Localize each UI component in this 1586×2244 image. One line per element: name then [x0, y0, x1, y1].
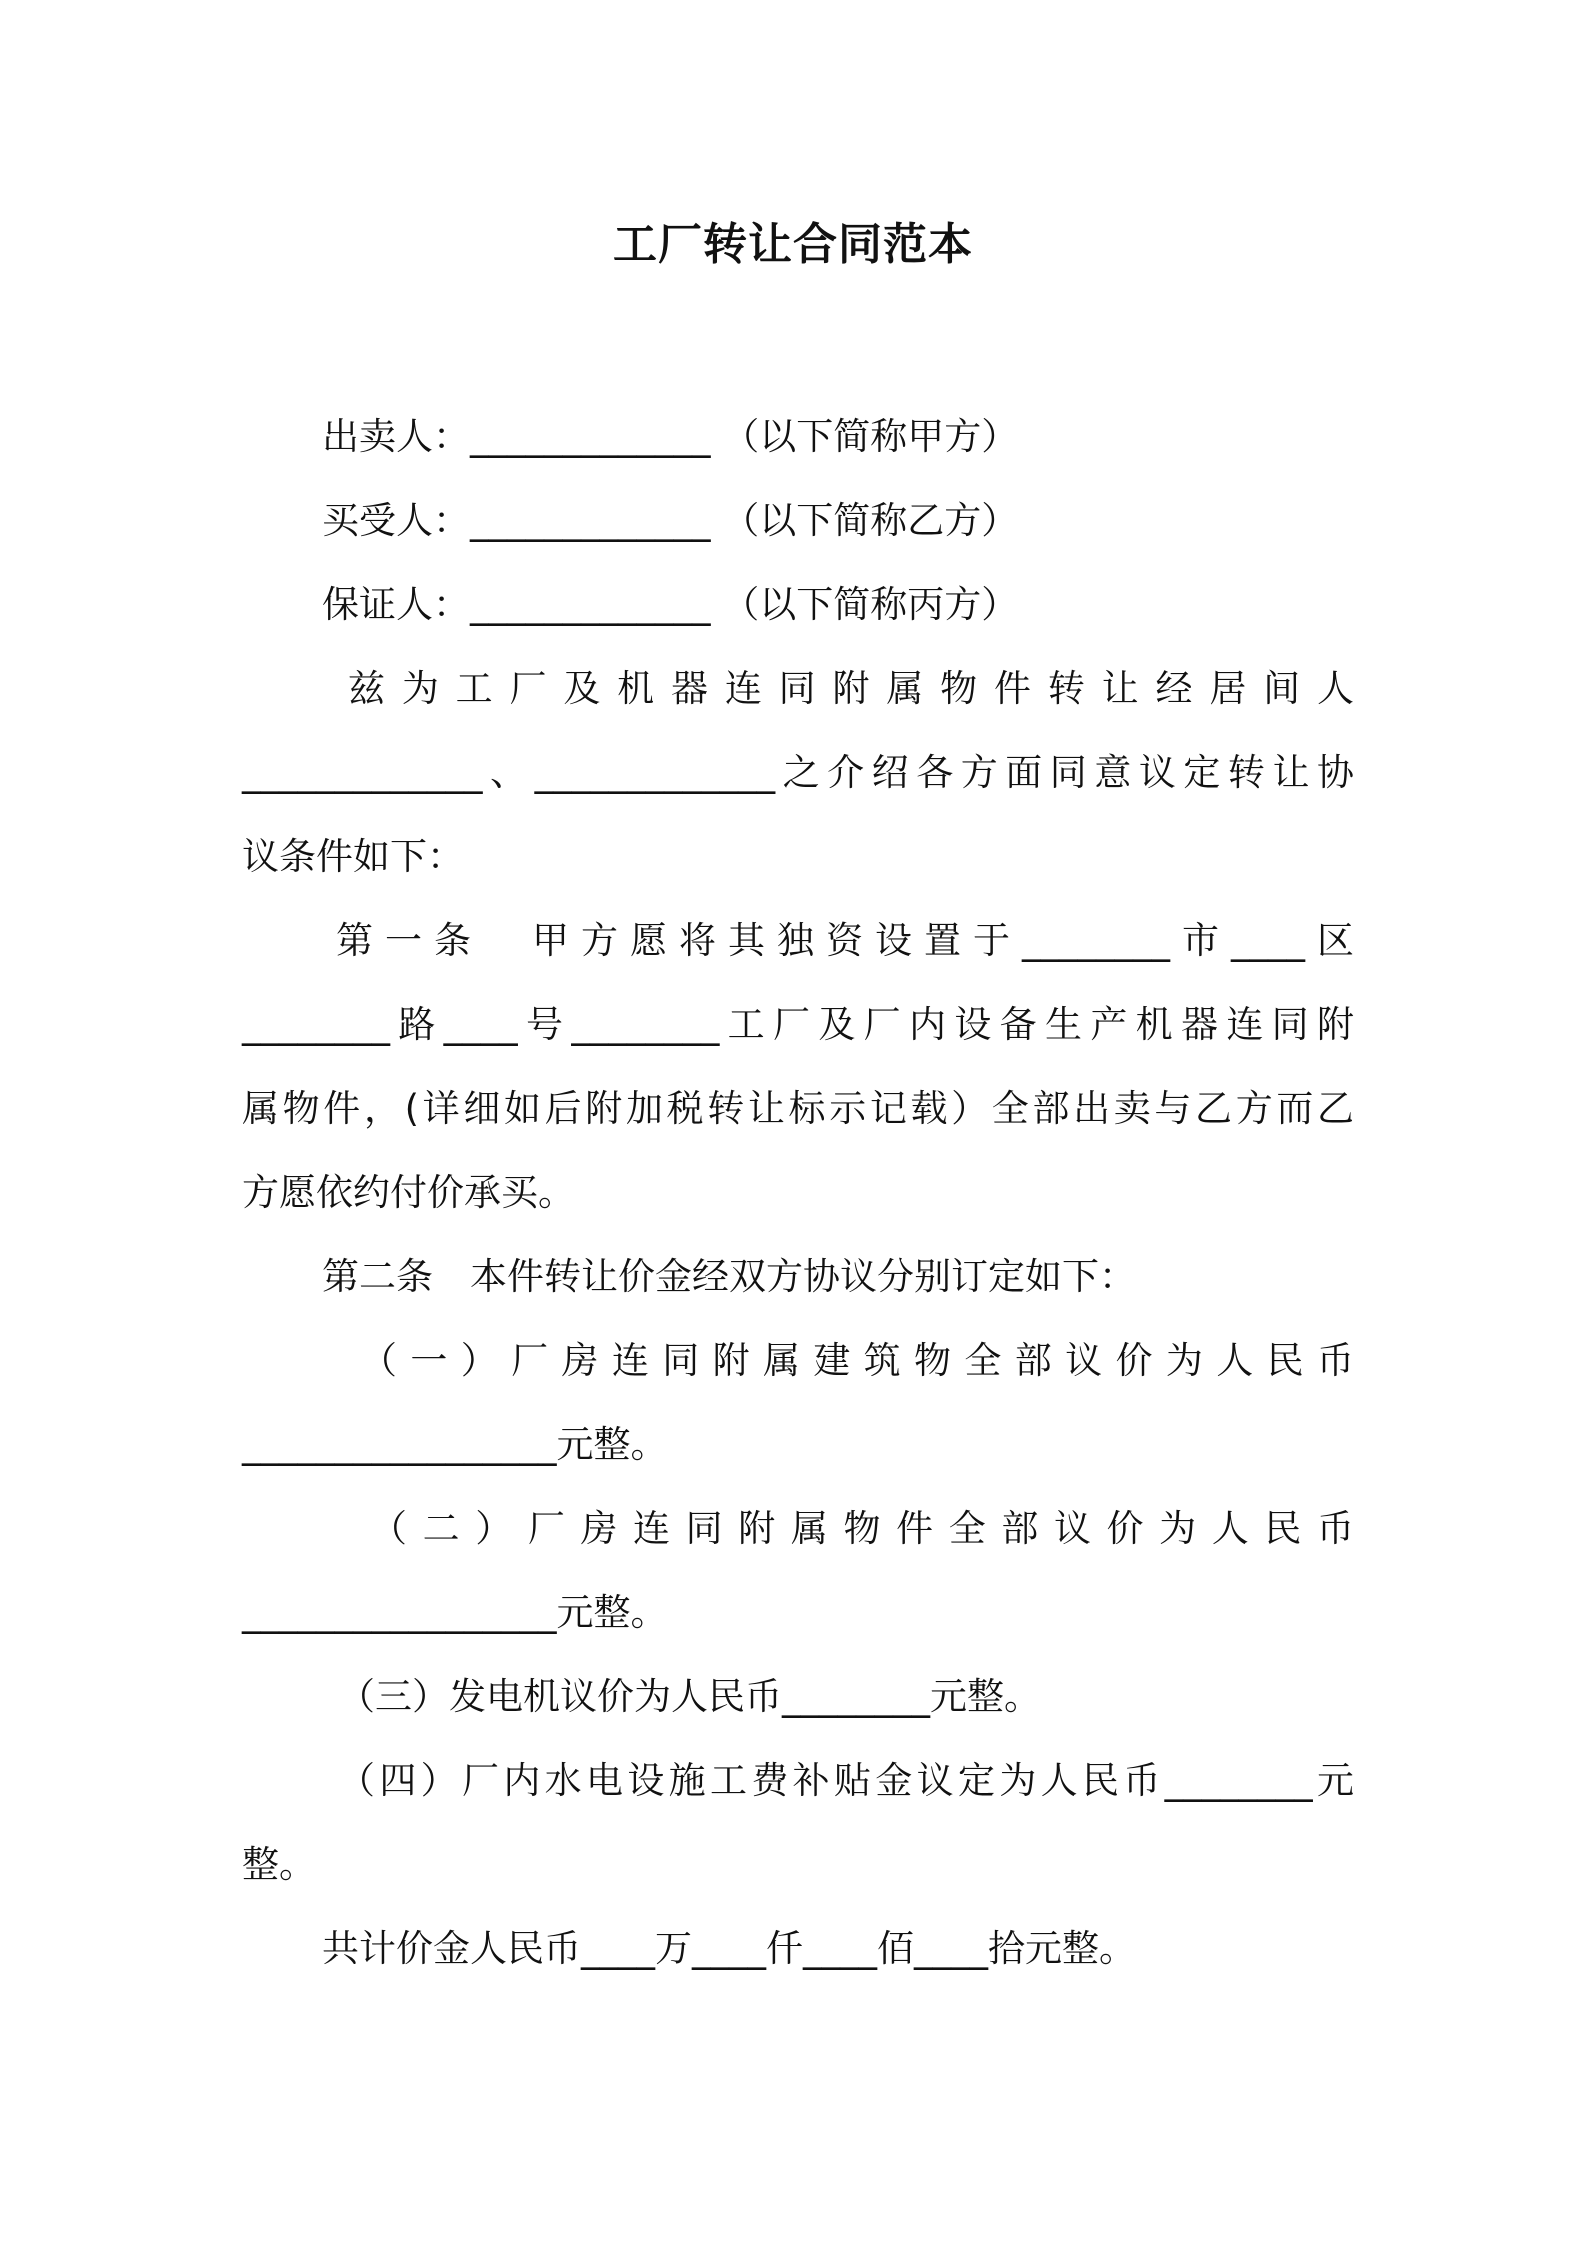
seller-line: 出卖人：_____________ （以下简称甲方）: [322, 415, 1019, 458]
guarantor-line: 保证人：_____________ （以下简称丙方）: [322, 583, 1019, 626]
article1-line-4: 方愿依约付价承买。: [242, 1171, 575, 1214]
preamble-line-1: 兹为工厂及机器连同附属物件转让经居间人: [348, 667, 1354, 710]
article2-item1-line-2: _________________元整。: [242, 1423, 668, 1466]
article2-item4-line-2: 整。: [242, 1843, 316, 1886]
preamble-line-3: 议条件如下：: [242, 835, 464, 878]
buyer-line: 买受人：_____________ （以下简称乙方）: [322, 499, 1019, 542]
document-title: 工厂转让合同范本: [613, 219, 973, 270]
preamble-line-2: _____________、_____________之介绍各方面同意议定转让协: [242, 751, 1354, 794]
article1-line-2: ________路____号________工厂及厂内设备生产机器连同附: [242, 1003, 1354, 1046]
total-price-line: 共计价金人民币____万____仟____佰____拾元整。: [322, 1927, 1136, 1970]
article2-item4-line-1: （四）厂内水电设施工费补贴金议定为人民币________元: [338, 1759, 1354, 1802]
article1-line-3: 属物件，(详细如后附加税转让标示记载）全部出卖与乙方而乙: [242, 1087, 1354, 1130]
article2-heading: 第二条 本件转让价金经双方协议分别订定如下：: [322, 1255, 1136, 1298]
article2-item1-line-1: （一）厂房连同附属建筑物全部议价为人民币: [360, 1339, 1354, 1382]
article1-line-1: 第一条 甲方愿将其独资设置于________市____区: [336, 919, 1354, 962]
article2-item2-line-1: （二）厂房连同附属物件全部议价为人民币: [370, 1507, 1354, 1550]
article2-item3: （三）发电机议价为人民币________元整。: [338, 1675, 1041, 1718]
article2-item2-line-2: _________________元整。: [242, 1591, 668, 1634]
